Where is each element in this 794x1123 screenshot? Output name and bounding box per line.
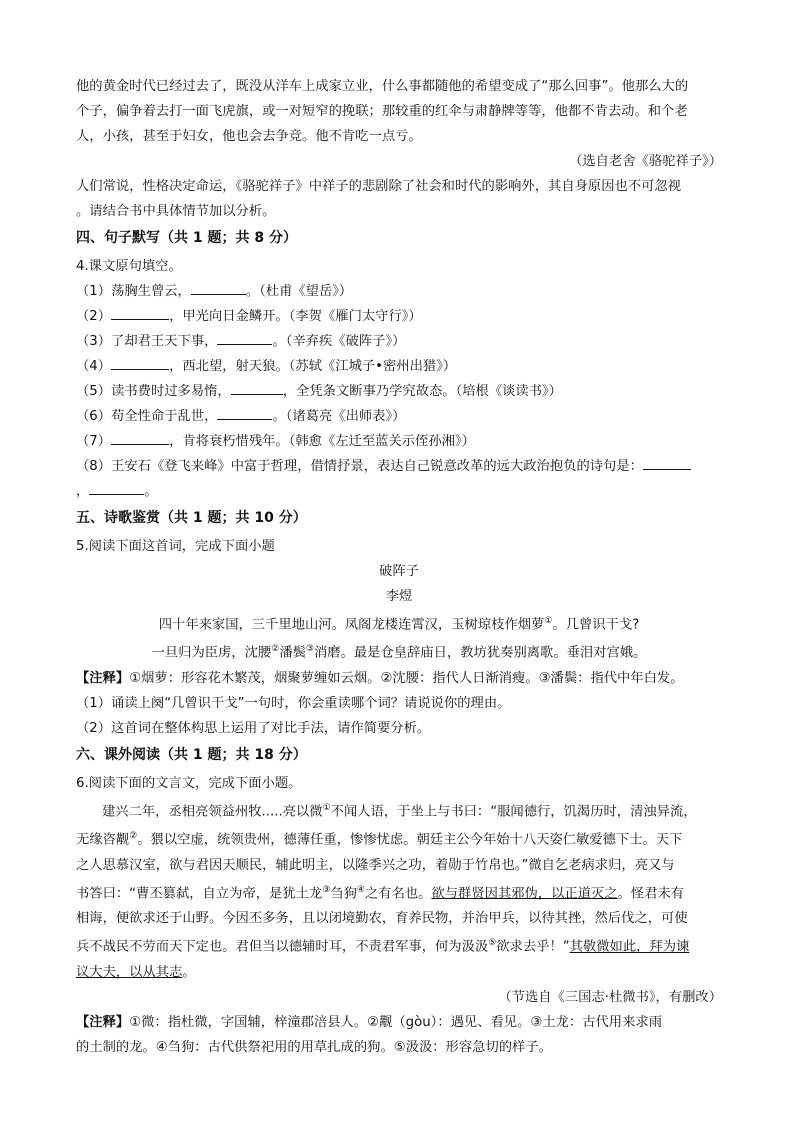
question-intro: 4.课文原句填空。 (76, 259, 182, 274)
excerpt-question-line: 人们常说，性格决定命运，《骆驼祥子》中祥子的悲剧除了社会和时代的影响外，其自身原因也不可忽视 (76, 179, 682, 194)
fill-item: （4） ，西北望，射天狼。（苏轼《江城子•密州出猎》） (76, 359, 457, 374)
classical-text-line: 建兴二年，丞相亮领益州牧.....亮以微①不闻人语，于坐上与书曰：“服闻德行，饥渴历时，清浊异流， (102, 802, 697, 820)
answer-blank[interactable] (217, 332, 272, 345)
sub-question: （2）这首词在整体构思上运用了对比手法，请作简要分析。 (76, 720, 431, 736)
question-intro: 6.阅读下面的文言文，完成下面小题。 (76, 775, 302, 791)
answer-blank[interactable] (191, 282, 246, 295)
underlined-sentence: 议大夫，以从其志 (76, 964, 183, 980)
fill-item: （6）苟全性命于乱世， 。（诸葛亮《出师表》） (76, 409, 406, 424)
answer-blank[interactable] (89, 482, 144, 495)
poem-line: 一旦归为臣虏，沈腰②潘鬓③消磨。最是仓皇辞庙日，教坊犹奏别离歌。垂泪对宫娥。 (151, 644, 647, 661)
question-intro: 5.阅读下面这首词，完成下面小题 (76, 539, 275, 554)
fill-item-continued: ， 。 (76, 484, 158, 499)
fill-item: （1）荡胸生曾云， 。（杜甫《望岳》） (76, 284, 353, 299)
answer-blank[interactable] (111, 432, 169, 445)
excerpt-source: （选自老舍《骆驼祥子》） (569, 154, 722, 169)
classical-text-source: （节选自《三国志·杜微书》，有删改） (498, 989, 722, 1005)
answer-blank[interactable] (111, 307, 169, 320)
excerpt-line: 个子，偏争着去打一面飞虎旗，或一对短窄的挽联；那较重的红伞与肃静牌等等，他都不肯去动。和个老 (76, 104, 688, 119)
document-page (76, 74, 722, 1060)
underlined-sentence: 其敬微如此，拜为谏 (569, 939, 690, 955)
section-heading: 五、诗歌鉴赏（共 1 题；共 10 分） (76, 510, 307, 526)
poem-line: 四十年来家国，三千里地山河。凤阁龙楼连霄汉，玉树琼枝作烟萝①。几曾识干戈? (158, 616, 640, 633)
section-heading: 四、句子默写（共 1 题；共 8 分） (76, 230, 297, 246)
answer-blank[interactable] (111, 357, 169, 370)
excerpt-question-line: 。请结合书中具体情节加以分析。 (76, 204, 276, 219)
classical-notes: 的土制的龙。④刍狗：古代供祭祀用的用草扎成的狗。⑤汲汲：形容急切的样子。 (76, 1039, 552, 1055)
answer-blank[interactable] (231, 382, 283, 395)
fill-item: （8）王安石《登飞来峰》中富于哲理，借情抒景，表达自己锐意改革的远大政治抱负的诗句是： (76, 454, 722, 479)
classical-text-line: 书答曰：“曹丕篡弑，自立为帝，是犹土龙③刍狗④之有名也。欲与群贤因其邪伪，以正道灭之。怪君未有 (76, 884, 685, 902)
fill-item: （3）了却君王天下事， 。（辛弃疾《破阵子》） (76, 334, 406, 349)
excerpt-line: 他的黄金时代已经过去了，既没从洋车上成家立业，什么事都随他的希望变成了“那么回事”。他那么大的 (76, 79, 689, 94)
sub-question: （1）诵读上阕“几曾识干戈”一句时，你会重读哪个词？请说说你的理由。 (76, 695, 511, 711)
classical-text-line: 之人思慕汉室，欲与君因天顺民，辅此明主，以隆季兴之功，着勋于竹帛也。”微自乞老病求归，亮又与 (76, 857, 675, 873)
poem-title: 破阵子 (379, 564, 419, 579)
classical-notes: 【注释】①微：指杜微，字国辅，梓潼郡涪县人。②觏（gòu）：遇见、看见。③土龙：古代用来求雨 (76, 1014, 662, 1030)
classical-text-line: 相诲，便欲求还于山野。今因丕多务，且以闭境勤农，育养民物，并治甲兵，以待其挫，然后伐之，可使 (76, 911, 688, 927)
fill-item: （7） ，肯将衰朽惜残年。（韩愈《左迁至蓝关示侄孙湘》） (76, 434, 475, 449)
underlined-sentence: 欲与群贤因其邪伪，以正道灭之 (431, 886, 618, 902)
fill-item: （5）读书费时过多易惰， ，全凭条文断事乃学究故态。（培根《谈读书》） (76, 384, 562, 399)
fill-item: （2） ，甲光向日金鳞开。（李贺《雁门太守行》） (76, 309, 422, 324)
poem-notes: 【注释】①烟萝：形容花木繁茂，烟聚萝缠如云烟。②沈腰：指代人日渐消瘦。③潘鬓：指代中年白发。 (76, 670, 684, 686)
section-heading: 六、课外阅读（共 1 题；共 18 分） (76, 746, 307, 763)
answer-blank[interactable] (217, 407, 272, 420)
poem-author: 李煜 (385, 589, 413, 604)
classical-text-line: 兵不战民不劳而天下定也。君但当以德辅时耳，不责君军事，何为汲汲⑤欲求去乎！”其敬微如此，拜为谏 (76, 938, 690, 955)
excerpt-line: 人，小孩，甚至于妇女，他也会去争竞。他不肯吃一点亏。 (76, 129, 422, 144)
classical-text-line: 无缘咨觏②。猥以空虚，统领贵州，德薄任重，惨惨忧虑。朝廷主公今年始十八天姿仁敏爱德下士。天下 (76, 831, 683, 848)
answer-blank[interactable] (643, 457, 691, 470)
classical-text-line: 议大夫，以从其志。 (76, 964, 196, 980)
